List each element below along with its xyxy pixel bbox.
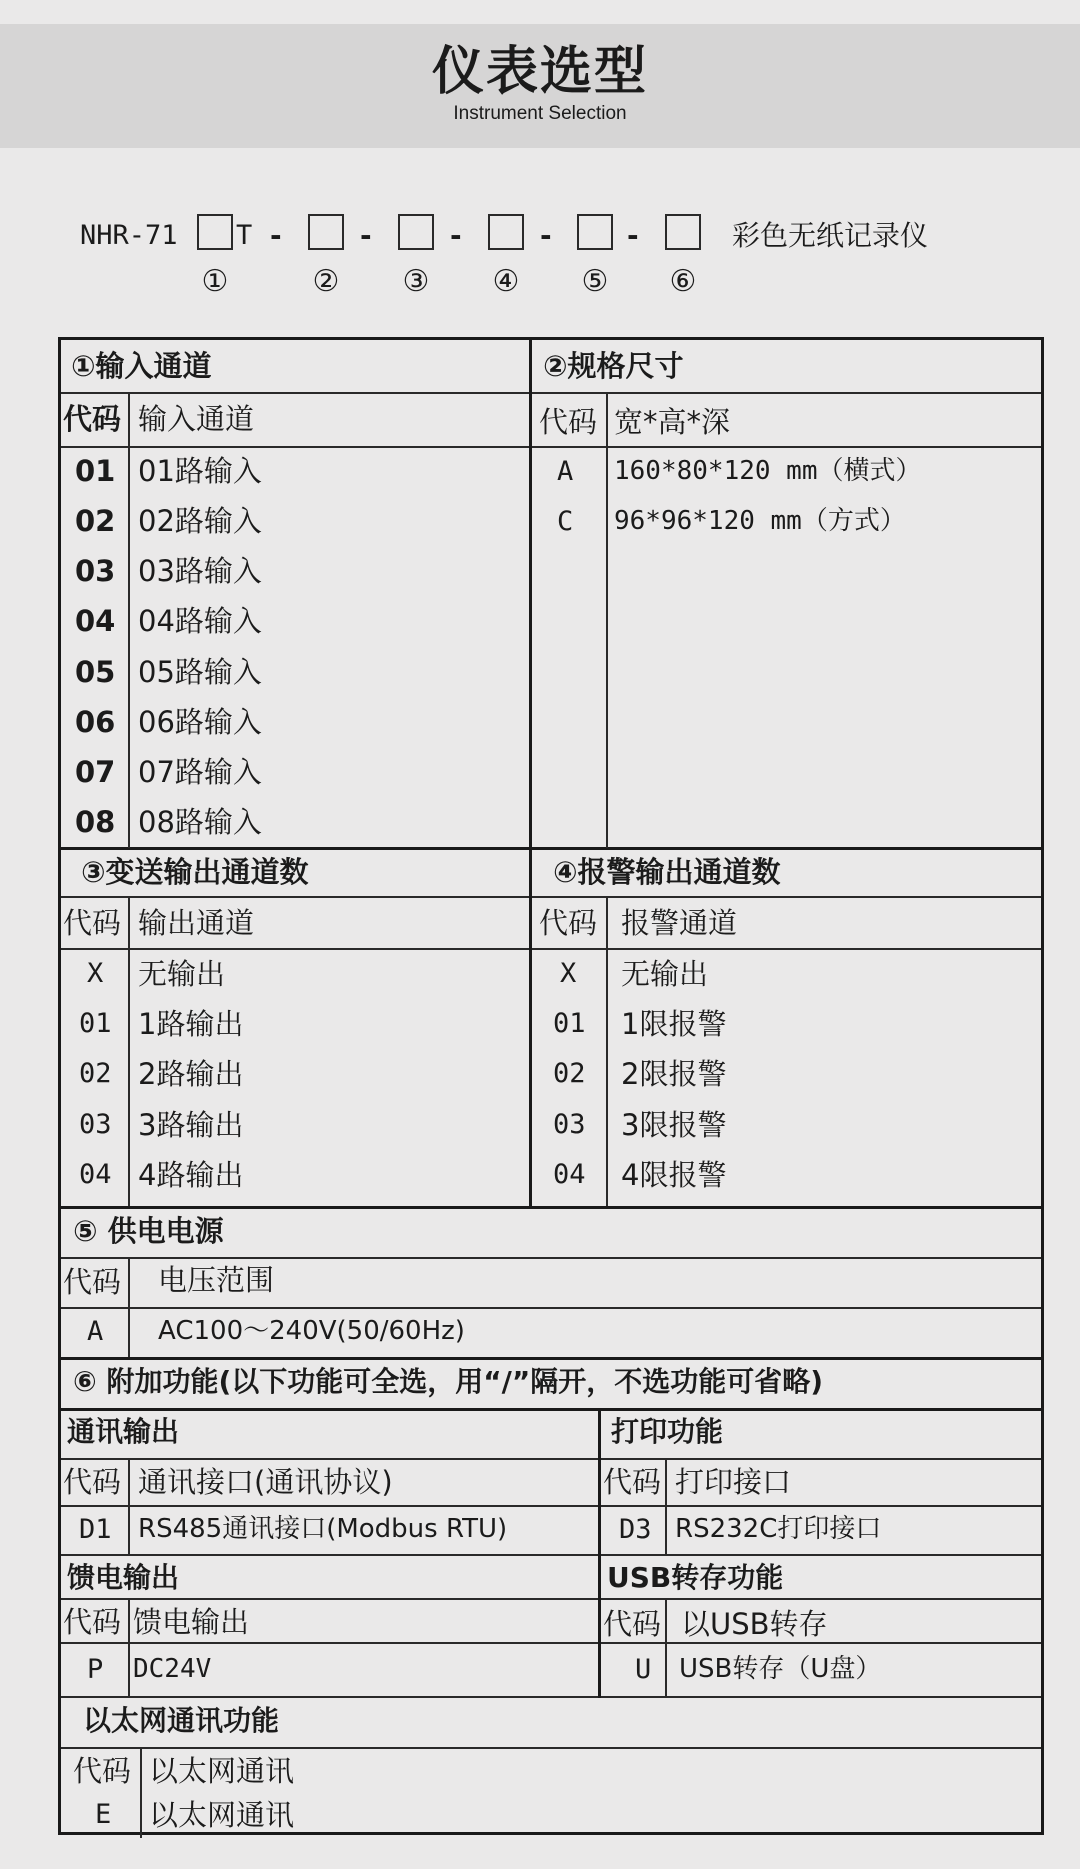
column-header-desc: 通讯接口(通讯协议) <box>138 1465 393 1499</box>
row-desc: RS232C打印接口 <box>675 1514 882 1544</box>
column-header-code: 代码 <box>603 1465 662 1499</box>
model-dash: - <box>360 219 372 252</box>
column-header-desc: 宽*高*深 <box>614 405 731 439</box>
row-desc: 1限报警 <box>621 1007 727 1041</box>
divider <box>61 446 1041 448</box>
row-code: E <box>95 1799 112 1830</box>
divider <box>61 1458 1041 1460</box>
model-slot-1-box <box>197 214 233 250</box>
page-subtitle: Instrument Selection <box>453 103 627 124</box>
section-title-alarm-output: ④报警输出通道数 <box>553 855 781 889</box>
row-code: 07 <box>75 755 116 789</box>
divider <box>606 896 608 1206</box>
divider <box>529 340 532 1206</box>
row-code: 04 <box>79 1159 112 1190</box>
row-code: C <box>557 506 574 537</box>
divider <box>61 1307 1041 1309</box>
row-code: U <box>635 1654 652 1685</box>
subsection-title-print: 打印功能 <box>611 1415 724 1448</box>
divider <box>128 896 130 1206</box>
row-desc: 无输出 <box>621 957 709 991</box>
row-code: D1 <box>79 1514 112 1545</box>
row-code: 02 <box>75 504 116 538</box>
row-desc: 无输出 <box>138 957 226 991</box>
row-desc: RS485通讯接口(Modbus RTU) <box>138 1514 508 1544</box>
divider <box>61 1257 1041 1259</box>
column-header-code: 代码 <box>73 1754 132 1788</box>
divider <box>61 948 1041 950</box>
row-code: A <box>557 456 574 487</box>
column-header-desc: 馈电输出 <box>133 1605 250 1639</box>
column-header-desc: 以USB转存 <box>681 1607 828 1641</box>
divider <box>606 392 608 848</box>
row-code: 03 <box>75 554 116 588</box>
model-dash: - <box>450 219 462 252</box>
model-slot-4-box <box>488 214 524 250</box>
row-code: 05 <box>75 655 116 689</box>
divider <box>128 392 130 848</box>
divider <box>61 1642 1041 1644</box>
column-header-code: 代码 <box>63 1465 122 1499</box>
row-code: 03 <box>553 1109 586 1140</box>
slot-number-5: ⑤ <box>581 264 609 299</box>
row-desc: 06路输入 <box>138 705 262 739</box>
divider <box>598 1408 601 1698</box>
model-slot-2-box <box>308 214 344 250</box>
model-slot-6-box <box>665 214 701 250</box>
section-title-input: ①输入通道 <box>71 349 212 383</box>
row-desc: 1路输出 <box>138 1007 244 1041</box>
divider <box>61 1696 1041 1698</box>
model-dash: - <box>540 219 552 252</box>
row-code: X <box>560 958 577 989</box>
column-header-code: 代码 <box>603 1607 662 1641</box>
divider <box>61 1206 1041 1209</box>
divider <box>665 1598 667 1696</box>
subsection-title-feed: 馈电输出 <box>67 1561 180 1594</box>
divider <box>61 1408 1041 1411</box>
row-code: 02 <box>79 1058 112 1089</box>
divider <box>140 1747 142 1838</box>
row-code: 02 <box>553 1058 586 1089</box>
column-header-desc: 输出通道 <box>138 906 255 940</box>
column-header-code: 代码 <box>63 906 122 940</box>
row-code: 01 <box>75 454 116 488</box>
row-code: A <box>87 1316 104 1347</box>
row-desc: 07路输入 <box>138 755 262 789</box>
row-code: 04 <box>553 1159 586 1190</box>
row-desc: 2限报警 <box>621 1057 727 1091</box>
model-slot-3-box <box>398 214 434 250</box>
row-desc: 3路输出 <box>138 1108 244 1142</box>
divider <box>128 1257 130 1357</box>
divider <box>665 1458 667 1554</box>
subsection-title-ethernet: 以太网通讯功能 <box>83 1704 280 1737</box>
divider <box>61 1554 1041 1556</box>
row-desc: DC24V <box>133 1654 212 1684</box>
divider <box>61 1598 1041 1600</box>
column-header-code: 代码 <box>539 906 598 940</box>
slot-number-4: ④ <box>492 264 520 299</box>
column-header-desc: 电压范围 <box>158 1263 275 1297</box>
section-title-additional: ⑥ 附加功能(以下功能可全选，用“/”隔开，不选功能可省略) <box>73 1365 824 1398</box>
row-desc: 08路输入 <box>138 805 262 839</box>
row-code: X <box>87 958 104 989</box>
section-title-power: ⑤ 供电电源 <box>73 1214 224 1248</box>
row-code: 01 <box>79 1008 112 1039</box>
model-description: 彩色无纸记录仪 <box>732 219 929 252</box>
divider <box>61 392 1041 394</box>
model-slot-5-box <box>577 214 613 250</box>
row-code: 04 <box>75 604 116 638</box>
divider <box>128 1458 130 1554</box>
divider <box>61 1747 1041 1749</box>
column-header-code: 代码 <box>63 1605 122 1639</box>
row-code: P <box>87 1654 104 1685</box>
row-desc: AC100～240V(50/60Hz) <box>158 1316 465 1346</box>
slot-number-1: ① <box>201 264 229 299</box>
row-desc: 05路输入 <box>138 655 262 689</box>
divider <box>61 1357 1041 1360</box>
row-desc: 96*96*120 mm（方式） <box>614 506 906 536</box>
subsection-title-comm: 通讯输出 <box>67 1415 180 1448</box>
divider <box>61 847 1041 850</box>
row-code: 01 <box>553 1008 586 1039</box>
slot-number-6: ⑥ <box>669 264 697 299</box>
section-title-dimensions: ②规格尺寸 <box>543 349 684 383</box>
slot-number-3: ③ <box>402 264 430 299</box>
row-desc: 03路输入 <box>138 554 262 588</box>
divider <box>61 896 1041 898</box>
slot-number-2: ② <box>312 264 340 299</box>
divider <box>61 1505 1041 1507</box>
row-desc: 4限报警 <box>621 1158 727 1192</box>
model-dash: - <box>270 219 282 252</box>
column-header-desc: 打印接口 <box>675 1465 792 1499</box>
model-dash: - <box>627 219 639 252</box>
column-header-code: 代码 <box>63 1265 122 1299</box>
row-desc: 04路输入 <box>138 604 262 638</box>
row-code: 06 <box>75 705 116 739</box>
column-header-desc: 输入通道 <box>138 402 255 436</box>
page-title: 仪表选型 <box>431 42 648 102</box>
divider <box>128 1598 130 1696</box>
model-prefix: NHR-71 <box>80 220 178 251</box>
model-t-suffix: T <box>236 220 253 251</box>
row-desc: 3限报警 <box>621 1108 727 1142</box>
selection-table <box>58 337 1044 1835</box>
row-code: D3 <box>619 1514 652 1545</box>
column-header-desc: 报警通道 <box>621 906 738 940</box>
row-desc: 02路输入 <box>138 504 262 538</box>
column-header-code: 代码 <box>539 405 598 439</box>
row-code: 03 <box>79 1109 112 1140</box>
column-header-code: 代码 <box>63 402 122 436</box>
section-title-transmit-output: ③变送输出通道数 <box>81 855 309 889</box>
row-desc: 4路输出 <box>138 1158 244 1192</box>
row-desc: 01路输入 <box>138 454 262 488</box>
row-desc: 160*80*120 mm（横式） <box>614 456 922 486</box>
row-desc: 以太网通讯 <box>149 1798 295 1832</box>
row-desc: USB转存（U盘） <box>679 1654 882 1684</box>
row-desc: 2路输出 <box>138 1057 244 1091</box>
row-code: 08 <box>75 805 116 839</box>
subsection-title-usb: USB转存功能 <box>607 1561 784 1594</box>
column-header-desc: 以太网通讯 <box>149 1754 295 1788</box>
